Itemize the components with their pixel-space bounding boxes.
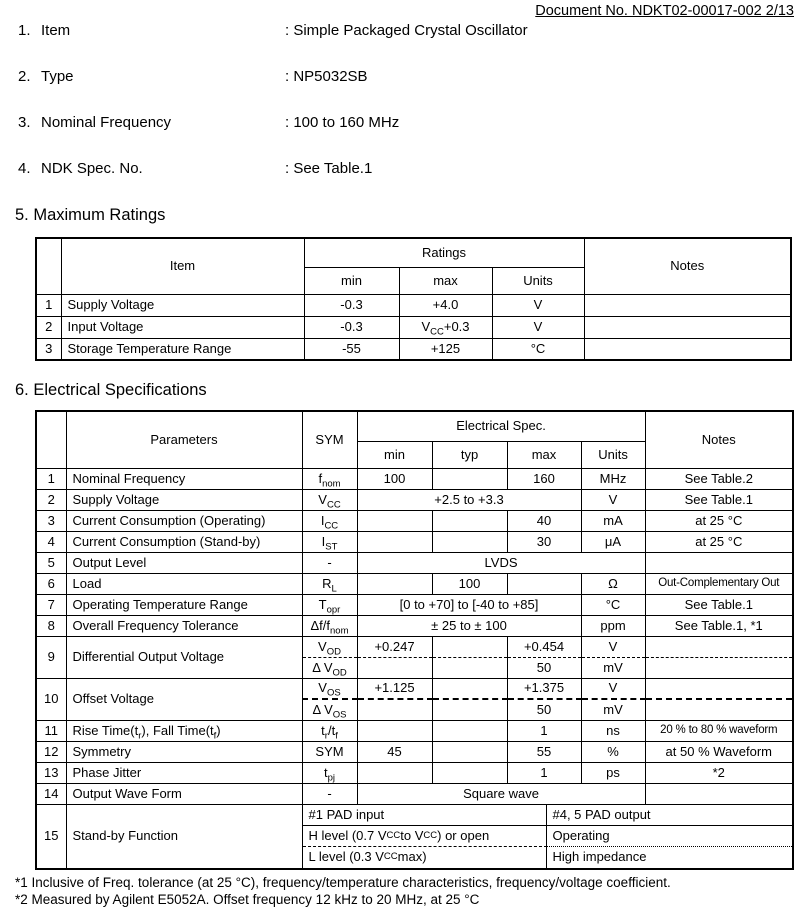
info-list (0, 22, 800, 180)
cell-units: mV (581, 657, 645, 678)
cell-min (357, 657, 432, 678)
info-value: : NP5032SB (285, 68, 368, 85)
table-row (36, 316, 791, 338)
cell-units: μA (581, 531, 645, 552)
cell-max: 50 (507, 657, 581, 678)
cell-sym: $t_r/t_f$ (302, 720, 357, 741)
standby-output-state: High impedance (552, 849, 647, 865)
cell-typ (432, 762, 507, 783)
footnote-2: *2 Measured by Agilent E5052A. Offset frequency 12 kHz to 20 MHz, at 25 °C (15, 891, 480, 907)
cell-typ (432, 531, 507, 552)
cell-notes (645, 657, 793, 678)
header-parameters: Parameters (66, 411, 302, 468)
cell-notes (645, 699, 793, 720)
table-row (36, 531, 793, 552)
header-ratings-group: Ratings (304, 238, 584, 267)
table-row (36, 720, 793, 741)
cell-notes (645, 552, 793, 573)
table-row (36, 510, 793, 531)
cell-param: Differential Output Voltage (66, 636, 302, 678)
table-row (36, 636, 793, 657)
row-number: 5 (36, 552, 66, 573)
table-row (36, 489, 793, 510)
cell-notes: See Table.1, *1 (645, 615, 793, 636)
cell-units: °C (492, 338, 584, 360)
cell-min: -55 (304, 338, 399, 360)
header-max: max (399, 267, 492, 294)
cell-param: Current Consumption (Stand-by) (66, 531, 302, 552)
cell-min: 100 (357, 468, 432, 489)
cell-notes: See Table.1 (645, 594, 793, 615)
cell-sym: $V_{OS}$ (302, 678, 357, 699)
document-number (0, 0, 800, 19)
cell-value-span: LVDS (357, 552, 645, 573)
cell-units: % (581, 741, 645, 762)
header-blank (36, 238, 61, 294)
row-number: 7 (36, 594, 66, 615)
standby-input-condition: H level (0.7 V CC to V CC ) or open (303, 826, 547, 847)
cell-max (507, 573, 581, 594)
table-row (36, 594, 793, 615)
cell-min: +1.125 (357, 678, 432, 699)
info-label: Nominal Frequency (41, 114, 172, 131)
header-sym: SYM (302, 411, 357, 468)
cell-range: [0 to +70] to [-40 to +85] (357, 594, 581, 615)
info-label: Type (41, 68, 74, 85)
cell-min (357, 531, 432, 552)
cell-sym: $t_{pj}$ (302, 762, 357, 783)
cell-units: V (581, 489, 645, 510)
standby-input-condition: #1 PAD input (303, 805, 547, 826)
info-number: 1. (18, 22, 31, 39)
row-number: 2 (36, 489, 66, 510)
cell-units: V (492, 316, 584, 338)
cell-notes: 20 % to 80 % waveform (645, 720, 793, 741)
cell-units: °C (581, 594, 645, 615)
section-title-electrical-specifications: 6. Electrical Specifications (15, 381, 207, 399)
table-row (36, 783, 793, 804)
cell-item: Storage Temperature Range (61, 338, 304, 360)
cell-range: ± 25 to ± 100 (357, 615, 581, 636)
row-number: 8 (36, 615, 66, 636)
row-number: 11 (36, 720, 66, 741)
cell-range: +2.5 to +3.3 (357, 489, 581, 510)
header-notes: Notes (645, 411, 793, 468)
cell-units: ps (581, 762, 645, 783)
cell-param: Operating Temperature Range (66, 594, 302, 615)
table-row (36, 741, 793, 762)
footnote-1: *1 Inclusive of Freq. tolerance (at 25 °C), frequency/temperature characteristics, frequency/voltage coefficient. (15, 874, 671, 890)
row-number: 9 (36, 636, 66, 678)
document-number-text: Document No. NDKT02-00017-002 2/13 (535, 3, 794, 19)
row-number: 15 (36, 804, 66, 869)
cell-notes: at 50 % Waveform (645, 741, 793, 762)
header-notes: Notes (584, 238, 791, 294)
header-units: Units (581, 441, 645, 468)
row-number: 10 (36, 678, 66, 720)
table-row (36, 338, 791, 360)
info-value: : Simple Packaged Crystal Oscillator (285, 22, 528, 39)
standby-output-state: #4, 5 PAD output (547, 805, 793, 826)
info-number: 3. (18, 114, 31, 131)
cell-min (357, 720, 432, 741)
cell-notes (584, 338, 791, 360)
info-label: NDK Spec. No. (41, 160, 143, 177)
standby-output-state: Operating (547, 826, 793, 847)
cell-sym: $R_L$ (302, 573, 357, 594)
cell-typ (432, 741, 507, 762)
cell-sym: - (302, 783, 357, 804)
cell-max: 55 (507, 741, 581, 762)
table-row (36, 804, 793, 826)
cell-typ (432, 510, 507, 531)
cell-param: Rise $Time(t_r)$, Fall $Time(t_f)$ (66, 720, 302, 741)
cell-sym: $V_{CC}$ (302, 489, 357, 510)
row-number: 6 (36, 573, 66, 594)
cell-min (357, 762, 432, 783)
cell-sym: Δ $V_{OS}$ (302, 699, 357, 720)
cell-typ (432, 678, 507, 699)
info-row-type (0, 68, 800, 88)
cell-max: 160 (507, 468, 581, 489)
cell-param: Phase Jitter (66, 762, 302, 783)
cell-value-span: Square wave (357, 783, 645, 804)
header-typ: typ (432, 441, 507, 468)
cell-param: Supply Voltage (66, 489, 302, 510)
cell-sym: $\Delta f/f_{nom}$ (302, 615, 357, 636)
cell-max: +1.375 (507, 678, 581, 699)
info-row-item (0, 22, 800, 42)
table-row (36, 552, 793, 573)
electrical-specifications-table (35, 410, 794, 870)
header-blank (36, 411, 66, 468)
info-row-ndk-spec-no (0, 160, 800, 180)
row-number: 4 (36, 531, 66, 552)
table-row (36, 573, 793, 594)
cell-param: Current Consumption (Operating) (66, 510, 302, 531)
cell-notes (584, 316, 791, 338)
info-number: 4. (18, 160, 31, 177)
cell-units: mA (581, 510, 645, 531)
maximum-ratings-table (35, 237, 792, 361)
cell-typ (432, 636, 507, 657)
row-number: 3 (36, 338, 61, 360)
cell-max: 30 (507, 531, 581, 552)
header-units: Units (492, 267, 584, 294)
cell-param: Symmetry (66, 741, 302, 762)
cell-sym: $I_{CC}$ (302, 510, 357, 531)
cell-notes: at 25 °C (645, 531, 793, 552)
cell-param: Offset Voltage (66, 678, 302, 720)
info-value: : 100 to 160 MHz (285, 114, 400, 131)
cell-max: 1 (507, 762, 581, 783)
cell-param: Nominal Frequency (66, 468, 302, 489)
cell-min: +0.247 (357, 636, 432, 657)
cell-min (357, 573, 432, 594)
cell-max: +125 (399, 338, 492, 360)
table-row (36, 615, 793, 636)
cell-typ (432, 657, 507, 678)
standby-subrow (302, 847, 793, 869)
cell-max: +4.0 (399, 294, 492, 316)
cell-sym: - (302, 552, 357, 573)
cell-notes: See Table.1 (645, 489, 793, 510)
cell-notes: See Table.2 (645, 468, 793, 489)
cell-notes (645, 783, 793, 804)
cell-typ (432, 468, 507, 489)
header-min: min (357, 441, 432, 468)
cell-param: Load (66, 573, 302, 594)
standby-subrow (302, 826, 793, 847)
cell-max: +0.454 (507, 636, 581, 657)
info-number: 2. (18, 68, 31, 85)
info-row-nominal-frequency (0, 114, 800, 134)
cell-sym: $V_{OD}$ (302, 636, 357, 657)
cell-typ (432, 699, 507, 720)
cell-sym: $f_{nom}$ (302, 468, 357, 489)
cell-max: 50 (507, 699, 581, 720)
cell-notes: Out-Complementary Out (645, 573, 793, 594)
cell-param: Output Wave Form (66, 783, 302, 804)
info-value: : See Table.1 (285, 160, 373, 177)
cell-sym: $T_{opr}$ (302, 594, 357, 615)
cell-sym: Δ $V_{OD}$ (302, 657, 357, 678)
row-number: 3 (36, 510, 66, 531)
row-number: 14 (36, 783, 66, 804)
cell-param: Stand-by Function (66, 804, 302, 869)
header-item: Item (61, 238, 304, 294)
row-number: 13 (36, 762, 66, 783)
cell-item: Input Voltage (61, 316, 304, 338)
cell-min: -0.3 (304, 294, 399, 316)
header-max: max (507, 441, 581, 468)
row-number: 1 (36, 294, 61, 316)
cell-min (357, 510, 432, 531)
cell-units: ns (581, 720, 645, 741)
table-row (36, 678, 793, 699)
cell-units: V (492, 294, 584, 316)
cell-notes: at 25 °C (645, 510, 793, 531)
cell-sym: $I_{ST}$ (302, 531, 357, 552)
table-row (36, 294, 791, 316)
cell-min (357, 699, 432, 720)
cell-units: V (581, 636, 645, 657)
cell-max: 1 (507, 720, 581, 741)
cell-max: $V_{CC}+0.3$ (399, 316, 492, 338)
table-row (36, 468, 793, 489)
cell-notes: *2 (645, 762, 793, 783)
header-min: min (304, 267, 399, 294)
cell-notes (584, 294, 791, 316)
info-label: Item (41, 22, 71, 39)
cell-item: Supply Voltage (61, 294, 304, 316)
cell-param: Overall Frequency Tolerance (66, 615, 302, 636)
cell-notes (645, 678, 793, 699)
section-title-maximum-ratings: 5. Maximum Ratings (15, 206, 166, 224)
cell-min: 45 (357, 741, 432, 762)
cell-max: 40 (507, 510, 581, 531)
cell-typ (432, 720, 507, 741)
cell-notes (645, 636, 793, 657)
cell-typ: 100 (432, 573, 507, 594)
row-number: 12 (36, 741, 66, 762)
row-number: 2 (36, 316, 61, 338)
cell-sym: SYM (302, 741, 357, 762)
cell-units: V (581, 678, 645, 699)
header-electrical-spec-group: Electrical Spec. (357, 411, 645, 441)
standby-input-condition: L level (0.3 V CC max) (303, 847, 547, 868)
row-number: 1 (36, 468, 66, 489)
table-row (36, 762, 793, 783)
cell-units: Ω (581, 573, 645, 594)
cell-units: ppm (581, 615, 645, 636)
footnotes (15, 874, 800, 908)
cell-min: -0.3 (304, 316, 399, 338)
cell-param: Output Level (66, 552, 302, 573)
standby-subrow (302, 804, 793, 826)
cell-units: mV (581, 699, 645, 720)
cell-units: MHz (581, 468, 645, 489)
